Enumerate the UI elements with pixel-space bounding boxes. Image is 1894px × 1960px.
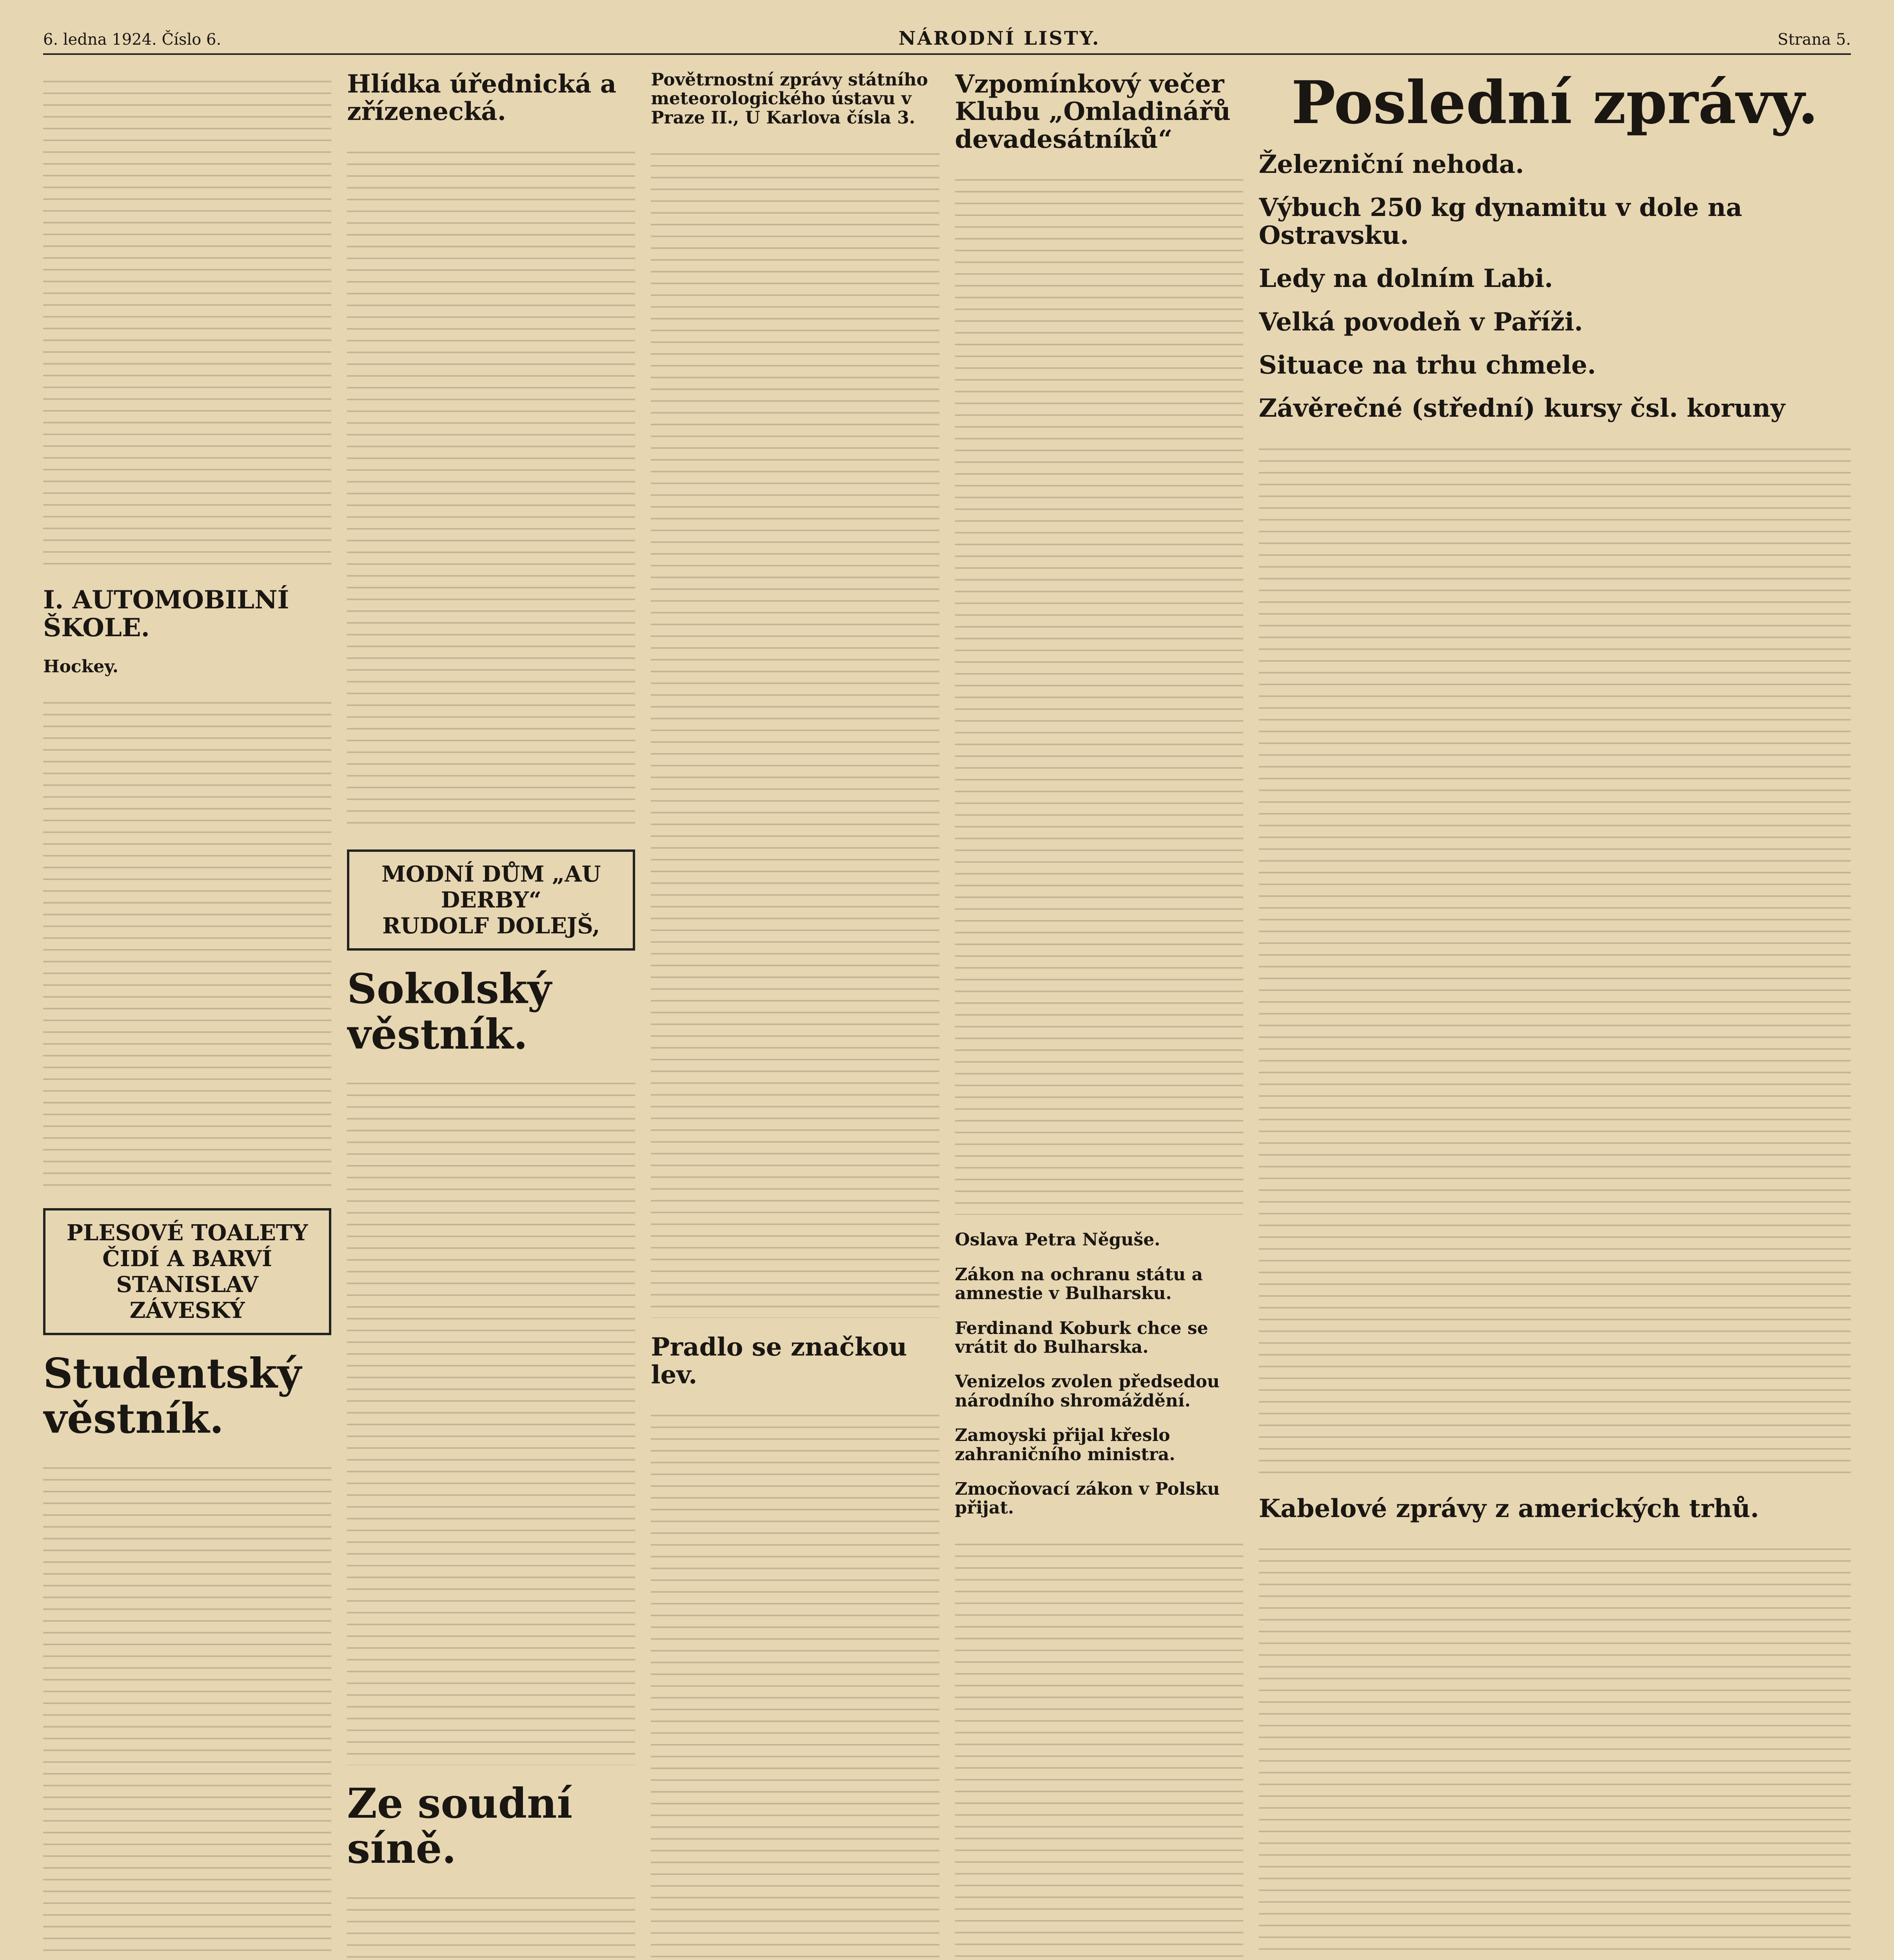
heading-sokol: Sokolský věstník.: [347, 964, 552, 1058]
article-text: [955, 1534, 1243, 1960]
ad-title: PLESOVÉ TOALETY: [66, 1220, 308, 1246]
column-5: [1259, 71, 1851, 1960]
weather-table: [651, 143, 939, 1318]
heading-zamoyski: Zamoyski přijal křeslo zahraničního ministra.: [955, 1425, 1175, 1465]
heading-pasic: Oslava Petra Něguše.: [955, 1230, 1160, 1250]
ad-name: STANISLAV ZÁVESKÝ: [116, 1271, 258, 1323]
header-title: NÁRODNÍ LISTY.: [898, 27, 1100, 49]
header-date: 6. ledna 1924. Číslo 6.: [43, 31, 222, 49]
article-text: [1259, 1538, 1851, 1960]
columns: [43, 71, 1851, 1960]
heading-venizelos: Venizelos zvolen předsedou národního shromáždění.: [955, 1372, 1220, 1411]
article-text: [347, 142, 635, 834]
heading-hops: Situace na trhu chmele.: [1258, 350, 1596, 380]
article-text: [651, 1405, 939, 1960]
ad-title: ČIDÍ A BARVÍ: [102, 1245, 272, 1272]
heading-ice: Ledy na dolním Labi.: [1258, 264, 1553, 294]
article-text: [347, 1073, 635, 1765]
heading-amnesty: Zákon na ochranu státu a amnestie v Bulharsku.: [955, 1264, 1203, 1304]
article-text: [955, 169, 1243, 1215]
header-page: Strana 5.: [1778, 31, 1851, 49]
column-1: [43, 71, 331, 1960]
heading-students: Studentský věstník.: [43, 1348, 301, 1443]
heading-koburk: Ferdinand Koburk chce se vrátit do Bulharska.: [955, 1318, 1208, 1357]
heading-flood: Velká povodeň v Paříži.: [1258, 307, 1583, 337]
heading-officials: Hlídka úřednická a zřízenecká.: [347, 71, 617, 127]
article-text: [43, 692, 331, 1192]
heading-auto-school: I. AUTOMOBILNÍ ŠKOLE.: [43, 585, 289, 642]
advert-zavesky: [43, 1208, 331, 1335]
article-text: [43, 1457, 331, 1957]
heading-polsko: Zmocňovací zákon v Polsku přijat.: [955, 1479, 1220, 1518]
heading-laundry-ad: Pradlo se značkou lev.: [651, 1332, 907, 1390]
column-3: [651, 71, 939, 1960]
ad-name: RUDOLF DOLEJŠ,: [382, 913, 600, 939]
heading-weather: Povětrnostní zprávy státního meteorologického ústavu v Praze II., U Karlova čísla 3.: [651, 71, 928, 128]
heading-hockey: Hockey.: [43, 656, 119, 677]
rates-table: [1259, 438, 1851, 1479]
heading-court: Ze soudní síně.: [347, 1779, 573, 1873]
article-text: [43, 71, 331, 571]
column-4: [955, 71, 1243, 1960]
heading-evening: Vzpomínkový večer Klubu „Omladinářů devadesátníků“: [955, 71, 1231, 154]
ad-title: MODNÍ DŮM „AU DERBY“: [381, 861, 601, 913]
heading-rates: Závěrečné (střední) kursy čsl. koruny: [1258, 394, 1785, 423]
page-header: [43, 27, 1851, 55]
column-2: [347, 71, 635, 1960]
heading-latest-news: Poslední zprávy.: [1291, 71, 1819, 137]
heading-rail: Železniční nehoda.: [1258, 150, 1524, 179]
heading-dynamite: Výbuch 250 kg dynamitu v dole na Ostravsku.: [1258, 193, 1742, 250]
article-text: [347, 1887, 635, 1960]
advert-derby: [347, 849, 635, 951]
heading-markets: Kabelové zprávy z amerických trhů.: [1258, 1494, 1759, 1523]
